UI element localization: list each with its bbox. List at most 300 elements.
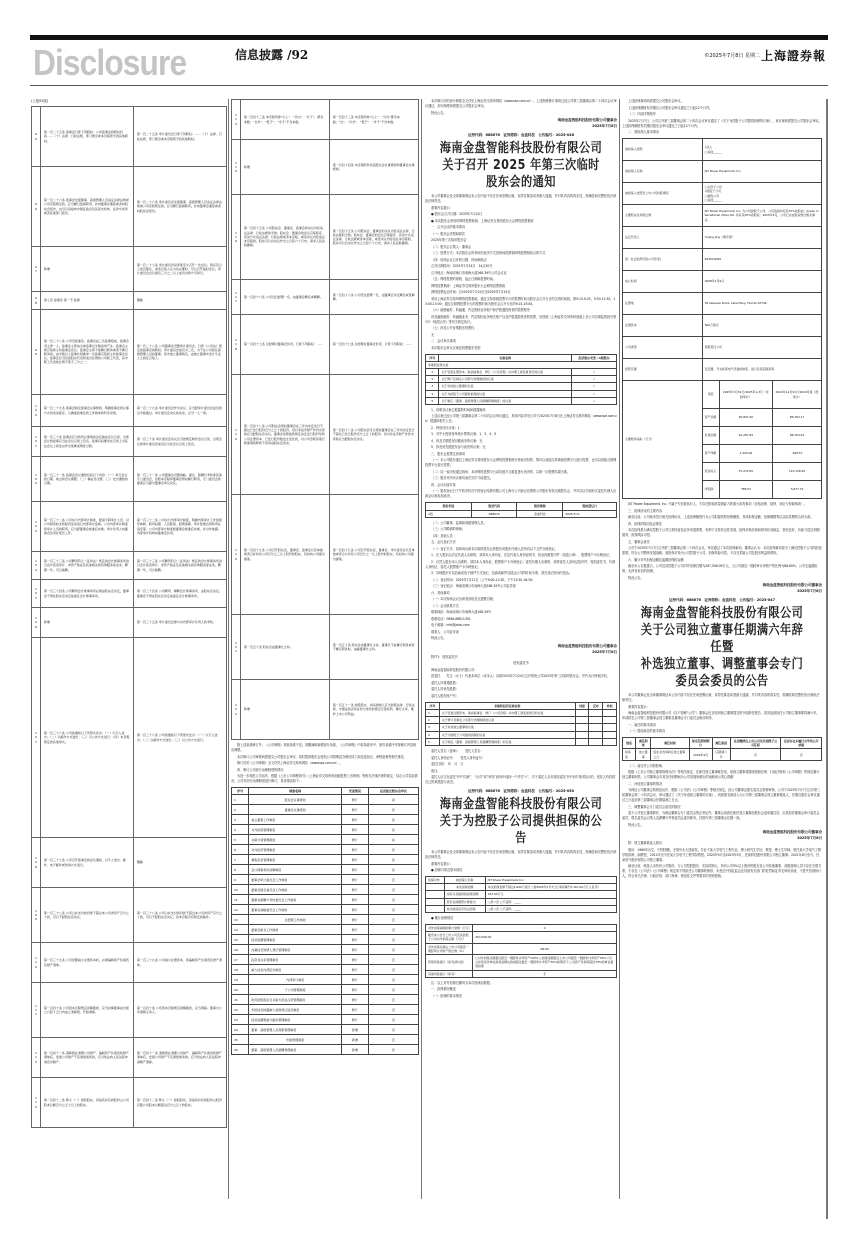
table-header-row [426, 503, 617, 510]
agenda-row [426, 397, 617, 404]
text-paragraph: 二、被担保人基本情况 [628, 130, 659, 134]
text-paragraph: （一）本次现场会议出席者食宿及交通费自理。 [431, 597, 496, 602]
table-cell: 信息披露管理制度 [249, 935, 342, 945]
rule-row [232, 865, 419, 875]
column-divider [421, 99, 422, 1199]
table-cell: 董事、高级管理人员薪酬管理制度 [249, 1045, 342, 1055]
signature-date: 2025年7月8日 [797, 589, 822, 593]
column-header: 股份类别 [426, 503, 472, 510]
metric-value: 86,764.49 [772, 427, 821, 445]
table-cell: 17 [232, 955, 249, 965]
metric-value: 1,420.06 [719, 445, 772, 463]
table-cell: □是 √否 □不适用：_____ [485, 898, 616, 905]
revised-text: 第一百四十三条 本章程所称“以上”、“以内”都含本数；“过”、“以外”、“低于”、“多于”不含本数。 [329, 100, 418, 140]
text-paragraph: 2025年第三次临时股东会 [431, 238, 467, 242]
article-number: 99 [32, 310, 41, 395]
table-cell: 杨某某 [623, 749, 636, 760]
column-header: 是否提交股东会审议 [368, 788, 418, 795]
original-text: 新增 [240, 140, 329, 195]
info-label: 主要股东及持股比例 [623, 205, 703, 227]
meeting-notice-body-3 [425, 521, 617, 642]
info-value: □全资子公司 √控股子公司 □参股公司 □其他______ [702, 183, 821, 205]
table-cell: 修订 [341, 875, 368, 885]
table-cell: 167.00万元 [485, 891, 616, 898]
agenda-number: 1 [426, 368, 439, 375]
table-cell: 修订 [341, 945, 368, 955]
text-paragraph: 为保证公司董事会的规范运作，根据《公司法》《公司章程》等相关规定，经公司董事会提名委员会资格审核，公司于2025年7月7日召开第三届董事会第二十四次会议，审议通过了《关于补选独立董事的议案》，同意提名候选人为公司第三届董事会独立董事候选人，任期自股东会审议通过之日起至第三届董事会任期届满之日止。 [622, 788, 821, 803]
guarantee-row [426, 905, 617, 912]
table-cell: 6 [232, 845, 249, 855]
title-line: 关于公司独立董事任期满六年辞任暨 [640, 623, 804, 655]
text-paragraph: 委托人应当在委托书中“同意”、“反对”或“弃权”意向中选择一个并打“√”，对于委托人在本授权委托书中未作具体指示的，受托人有权按自己的意愿进行表决。 [425, 775, 616, 785]
table-cell [603, 731, 617, 738]
text-paragraph: 重要内容提示： [431, 861, 453, 866]
comparison-row [32, 1038, 227, 1078]
info-row [623, 271, 822, 293]
table-cell [603, 724, 617, 731]
agenda-table [425, 354, 617, 405]
check-mark: √ [571, 397, 616, 404]
original-text: 第一百四十二条 释义（一）控股股东，是指其持有的股份占公司股本总额百分之五十以上的股东。 [40, 1078, 133, 1128]
announcement-meta: 证券代码：688676 证券简称：金盘科技 公告编号：2025-050 [468, 789, 574, 794]
text-paragraph: （一）股东会类型和届次 [431, 231, 465, 236]
rule-row [232, 845, 419, 855]
table-cell: 否 [368, 875, 418, 885]
table-cell: 重大信息内部报告制度 [249, 965, 342, 975]
text-paragraph: 三、担保协议的主要内容 [628, 508, 662, 513]
revised-text: 第一百三十一条 公司董事会设置战略、提名、薪酬与考核等其他专门委员会，依照本章程和董事会授权履行职责，专门委员会的提案应当提交董事会审议决定。 [133, 457, 226, 502]
column-header: 离任时间 [651, 738, 689, 749]
column-header: 同意 [575, 702, 589, 709]
text-paragraph: 网络投票起止时间：自2025年7月24日至2025年7月24日 [431, 290, 511, 294]
table-cell: 68.60 [473, 943, 617, 954]
text-paragraph: （五）网络投票的系统、起止日期和投票时间。 [431, 277, 496, 281]
column-header: 序号 [426, 354, 439, 361]
agenda-name: 关于修订及制定公司部分治理制度的议案 [439, 376, 571, 383]
text-paragraph: （一）登记方式：拟现场出席本次临时股东会的股东或股东代理人应持有以下文件办理登记。 [431, 546, 558, 551]
table-cell [575, 717, 589, 724]
table-cell [603, 738, 617, 745]
info-value: Yuqing Jing（靖宇清） [702, 227, 821, 249]
table-cell: A股 [426, 510, 472, 517]
text-paragraph: 2、特别决议议案：1 [431, 425, 460, 430]
table-header-row [426, 354, 617, 361]
revised-text: 第一百四十六条 公司设总经理一名，由董事会决定聘任或者解聘。 [329, 280, 418, 315]
comparison-row [32, 457, 227, 502]
text-paragraph: 简历：1969年出生，中国国籍，无境外永久居留权，毕业于某大学电气工程专业，博士研究生学历，教授、博士生导师。曾任某大学电气工程学院讲师、副教授，2012年至今任某大学电气工程学院教授。2020年5月至2023年5月，任某科技股份有限公司独立董事；2021年8月至今，任某电气股份有限公司独立董事。 [622, 847, 821, 862]
column-header: 投票股东类型 / A股股东 [571, 354, 616, 361]
text-paragraph: 截至目前，公司尚未签订相关担保协议，上述担保额度仅为公司拟提供的担保额度，具体担保金额、担保期限等以实际签署的合同为准。 [628, 515, 814, 519]
text-paragraph: 公司于2025年7月7日召开第三届董事会第二十四次会议，审议通过了本次担保事项。董事会认为：本次担保事项是为了满足控股子公司的经营需要，符合公司整体发展战略，被担保对象为公司控股子公司，担保风险可控，不存在损害公司及股东利益的情形。 [622, 546, 822, 555]
comparison-row [32, 107, 227, 167]
original-text: 第一百三十条 监事会应当将所议事项的决定做成会议记录，出席会议的监事应当在会议记录上签名。监事有权要求在记录上对其在会议上的发言作出某种说明性记载。 [40, 427, 133, 457]
table-cell: 募集资金管理制度 [249, 855, 342, 865]
comparison-row [32, 552, 227, 580]
original-text: 第一百三十九条 公司需要减少注册资本时，必须编制资产负债表及财产清单。 [40, 943, 133, 983]
table-cell [575, 738, 589, 745]
article-number: 118 [232, 315, 241, 375]
original-text: 第一百二十九条 监事会制定监事会议事规则，明确监事会的议事方式和表决程序，以确保监事会的工作效率和科学决策。 [40, 395, 133, 427]
text-paragraph: 本公司董事会及全体董事保证本公告内容不存在任何虚假记载、误导性陈述或者重大遗漏，并对其内容的真实性、准确性和完整性依法承担法律责任。 [622, 693, 820, 702]
table-cell: 23 [232, 1015, 249, 1025]
article-number: 112 [32, 1038, 41, 1078]
guarantee-continued [622, 99, 822, 135]
rule-row [232, 825, 419, 835]
metric-value: 788.53 [719, 481, 772, 499]
rule-row [232, 1045, 419, 1055]
text-paragraph: 上述担保事项尚需提交公司股东会审议。 [628, 99, 684, 103]
guarantee-row [426, 884, 617, 891]
text-paragraph: 海南金盘智能科技股份有限公司： [431, 667, 478, 672]
rule-row [232, 955, 419, 965]
info-label: 注册资本 [623, 315, 703, 337]
table-cell: 否 [368, 1005, 418, 1015]
article-number: 100 [32, 395, 41, 427]
newspaper-name: 上海證券報 [760, 49, 826, 63]
text-paragraph: 兹委托 先生（女士）代表本单位（或本人）出席2025年7月24日召开的贵公司2025年第三次临时股东会，并代为行使表决权。 [431, 674, 610, 679]
original-text: 新增 [240, 680, 329, 740]
original-text: 第一百五十条 股东会由董事长主持。 [240, 615, 329, 680]
proxy-title: 授权委托书 [513, 661, 529, 666]
table-cell: 2 [232, 805, 249, 815]
column-header: 股权登记日 [563, 503, 617, 510]
table-cell: 修订 [341, 975, 368, 985]
info-row [623, 315, 822, 337]
table-cell: 董事会审计委员会工作细则 [249, 875, 342, 885]
table-cell: 其他风险提示（如有） [426, 970, 473, 977]
text-paragraph: 1、说明各议案已披露的时间和披露媒体 [431, 407, 486, 412]
table-cell: 本次担保金额 [444, 884, 485, 891]
table-cell: 是 [368, 855, 418, 865]
table-cell: 修订 [341, 865, 368, 875]
table-cell: 否 [368, 1025, 418, 1035]
proxy-row [426, 717, 617, 724]
table-cell: 本次担保是否有反担保 [444, 905, 485, 912]
comparison-table-left [31, 106, 227, 1128]
table-cell: JST Power Equipment, Inc. [485, 877, 616, 884]
original-text: 第一百三十一条 监事会会议通知包括以下内容：（一）举行会议的日期、地点和会议期限；（二）事由及议题；（三）发出通知的日期。 [40, 457, 133, 502]
proxy-vote-table [425, 702, 617, 746]
proxy-body [425, 668, 617, 699]
table-cell [589, 724, 603, 731]
article-number: 106 [32, 608, 41, 638]
rule-row [232, 905, 419, 915]
column-header: 序号 [232, 788, 249, 795]
text-paragraph: ● 股东会召开日期：2025年7月24日 [431, 212, 483, 216]
original-text: 第一百二十八条 公司设监事会。监事会由三名监事组成，监事会设主席一人。监事会主席由全体监事过半数选举产生。监事会主席召集和主持监事会会议；监事会主席不能履行职务或者不履行职务的，由半数以上监事共同推举一名监事召集和主持监事会会议。监事会应当包括股东代表和适当比例的公司职工代表，其中职工代表的比例不低于三分之一。 [40, 310, 133, 395]
info-value: √法人 □其他______ [702, 139, 821, 161]
column-header: 非累积投票议案名称 [439, 702, 575, 709]
text-paragraph: 根据《上市公司独立董事管理办法》等相关规定，在新任独立董事就任前，原独立董事将继续按照法律、行政法规和《公司章程》的规定履行独立董事职责。公司董事会对其在任职期间为公司发展所做出的贡献表示衷心感谢！ [622, 770, 820, 780]
info-label: 主要财务指标（万元） [623, 381, 703, 499]
table-cell: 市值管理制度 [249, 1035, 342, 1045]
signature-date: 2025年7月8日 [592, 649, 617, 654]
table-cell: 修订 [341, 895, 368, 905]
metric-value: -368.57 [772, 445, 821, 463]
table-cell: 本次担保金额不超过1,000万美元（按2025年7月7日汇率折算约7,167.00万元人民币） [485, 884, 616, 891]
table-cell: 19 [232, 975, 249, 985]
text-paragraph: 网络投票系统：上海证券交易所股东大会网络投票系统 [431, 283, 506, 288]
table-cell: 是 [368, 865, 418, 875]
table-cell: 否 [368, 985, 418, 995]
article-number: 95 [32, 107, 41, 167]
group-label: 非累积投票议案 [426, 361, 617, 368]
rule-row [232, 925, 419, 935]
comparison-row [232, 100, 419, 140]
table-cell: 1 [232, 795, 249, 805]
proxy-footer [425, 749, 617, 785]
attachment-title: 附：独立董事候选人简历 [628, 841, 662, 846]
text-paragraph: 召开地点：海南省海口市南海大道168-39号公司会议室 [431, 270, 507, 275]
table-cell: 股东会选举新任独立董事之日 [651, 749, 689, 760]
table-cell: 修订 [341, 985, 368, 995]
rule-row [232, 895, 419, 905]
table-cell: 修订 [341, 995, 368, 1005]
table-cell: 修订 [341, 955, 368, 965]
table-cell: 无 [473, 970, 617, 977]
column-header: 姓名 [623, 738, 636, 749]
comparison-row [232, 375, 419, 495]
article-number: 116 [232, 195, 241, 280]
table-cell: 修订 [341, 825, 368, 835]
rule-row [232, 1005, 419, 1015]
table-cell [575, 731, 589, 738]
meeting-notice-body-2 [425, 408, 617, 500]
table-cell: 否 [368, 995, 418, 1005]
rule-row [232, 855, 419, 865]
text-paragraph: 三、股东会投票注意事项 [431, 451, 465, 456]
agenda-name: 关于制定《董事、高级管理人员薪酬管理制度》的议案 [439, 397, 571, 404]
text-paragraph: 注：以上对外担保总额均为本次担保前数据。 [431, 980, 493, 985]
table-cell: 否 [368, 925, 418, 935]
table-header-row [426, 702, 617, 709]
record-date-table [425, 502, 617, 517]
text-paragraph: 2025年7月7日，公司召开第三届董事会第二十四次会议审议通过了《关于为控股子公司提供担保的议案》，该议案尚需提交公司股东会审议。上述担保额度有效期自股东会审议通过之日起12个月内。 [622, 118, 822, 128]
director-notice-body-2 [622, 764, 822, 828]
revised-text: 删除 [133, 838, 226, 888]
text-paragraph: 六、累计对外担保金额及逾期担保的金额 [628, 557, 684, 562]
metric-value: 143,128.56 [772, 463, 821, 481]
table-cell: 否 [368, 955, 418, 965]
column-header: 离任职务 [635, 738, 650, 749]
rule-row [232, 885, 419, 895]
table-cell: 否 [368, 905, 418, 915]
article-number: 107 [32, 638, 41, 838]
article-number: 121 [232, 615, 241, 680]
column-header: 序号 [426, 702, 440, 709]
text-paragraph: （二）公司董事、监事和高级管理人员。 [431, 520, 487, 525]
info-label: 公司类型 [623, 337, 703, 359]
director-departure-table [622, 737, 822, 761]
table-cell: 是 [368, 795, 418, 805]
comparison-row [232, 315, 419, 375]
table-cell: 是 [368, 805, 418, 815]
article-number: 120 [232, 495, 241, 615]
article-number: 110 [32, 943, 41, 983]
info-row [623, 359, 822, 381]
comparison-row [232, 680, 419, 740]
text-paragraph: 无 [431, 332, 435, 337]
table-cell: 13 [232, 915, 249, 925]
comparison-row [32, 395, 227, 427]
closing-text: 特此公告。 [431, 110, 447, 115]
revised-text: 第一百四十一条 清算组在清理公司财产、编制资产负债表和财产清单后，发现公司财产不足清偿债务的，应当依法向人民法院申请破产清算。 [133, 1038, 226, 1078]
table-cell [589, 710, 603, 717]
table-cell: 修订 [341, 805, 368, 815]
comparison-table-middle [231, 99, 419, 740]
table-cell: 8 [232, 865, 249, 875]
text-paragraph: 二、补选独立董事的情况 [628, 781, 662, 786]
section-title: 信息披露 /92 [235, 48, 309, 62]
signature-date: 2025年7月8日 [592, 124, 617, 128]
info-row [623, 249, 822, 271]
table-cell: 25 [232, 1035, 249, 1045]
revised-text: 第一百三十五条 审计委员会参与对内部审计负责人的考核。 [133, 608, 226, 638]
info-value: JST Power Equipment, Inc. 为公司控股子公司，公司直接持有其70%的股权；Jinpan International (USA) Ltd. 持有其30%的股权；2025年4月，公司已完成股权转让相关事宜。 [702, 205, 821, 227]
article-number: 96 [32, 167, 41, 247]
revised-text: 第一百三十八条 公司合并支付的价款不超过本公司净资产百分之十的，可以不经股东会决议，但本章程另有规定的除外。 [133, 888, 226, 943]
revised-text: 第一百四十四条 本章程附件包括股东会议事规则和董事会议事规则。 [329, 140, 418, 195]
record-row [426, 510, 617, 517]
column-header: 变更情况 [341, 788, 368, 795]
original-text: 第一百四十五条 公司股东会、董事会、监事会的决议内容违反法律、行政法规的无效。股东会、董事会的会议召集程序、表决方式违反法律、行政法规或者本章程，或者决议内容违反本章程的，股东可以自决议作出之日起六十日内，请求人民法院撤销。 [240, 195, 329, 280]
table-cell: 特别风险提示（如有请勾选） [426, 955, 473, 971]
table-cell [426, 884, 445, 891]
article-number: 114 [232, 100, 241, 140]
info-value: 有限责任公司 [702, 337, 821, 359]
agenda-row [426, 383, 617, 390]
column-header: 反对 [589, 702, 603, 709]
info-value: 39 Seaview Drive, Lake Mary, Florida 32746 [702, 293, 821, 315]
table-cell: 5 [232, 835, 249, 845]
text-paragraph: 六、其他事项 [431, 590, 450, 595]
info-value: 500万美元 [702, 315, 821, 337]
article-number: 97 [32, 247, 41, 292]
text-paragraph: （三）登记地点：海南省海口市南海大道168-39号公司证券部 [431, 584, 516, 589]
comparison-row [32, 502, 227, 552]
table-cell: 0 [473, 925, 617, 932]
revised-text: 第一百二十九条 审计委员会作出决议，应当经审计委员会成员的过半数通过。审计委员会决议的表决，应当一人一票。 [133, 395, 226, 427]
info-row [623, 139, 822, 161]
table-cell [589, 738, 603, 745]
original-text: 第一百三十七条 公司召开监事会的会议通知，以专人送出、邮件、电子邮件或传真方式进行。 [40, 838, 133, 888]
info-label: 被担保人类型及上市公司持股情况 [623, 183, 703, 205]
revised-text: 第一百四十二条 释义（一）控股股东，是指其持有的股份占股份有限公司股本总额超过百分之五十的股东。 [133, 1078, 226, 1128]
article-number: 115 [232, 140, 241, 195]
text-paragraph: 鉴于公司独立董事辞任，为保证董事会专门委员会的正常运作，董事会同意在新任独立董事经股东会选举通过后，由其担任董事会审计委员会委员、提名委员会召集人及薪酬与考核委员会委员职务，任期与第三届董事会任期一致。 [622, 811, 820, 821]
table-cell: 内幕信息知情人登记管理制度 [249, 945, 342, 955]
text-paragraph: （一）本公司股东通过上海证券交易所股东大会网络投票系统行使表决权的，既可以登陆交易系统投票平台进行投票，也可以登陆互联网投票平台进行投票。 [425, 458, 617, 468]
article-number: 109 [32, 888, 41, 943]
guaranteed-party-info-table [622, 138, 822, 499]
metric-value: 91,287.84 [719, 427, 772, 445]
revised-text: 第一百三十四条 公司聘用、解聘会计师事务所，由股东会决定。董事会不得在股东会决定前委任会计师事务所。 [133, 580, 226, 608]
column-divider [826, 99, 828, 1219]
text-paragraph: 电子邮箱：info@jstdc.com [431, 623, 470, 628]
header-rule [30, 85, 828, 86]
metric-value: 86,393.17 [772, 409, 821, 427]
info-row [623, 337, 822, 359]
table-cell: 1 [426, 710, 440, 717]
disclosure-logo: Disclosure [33, 42, 187, 83]
original-text: 第一百三十八条 公司合并支付的价款不超过本公司净资产百分之十的，可以不经股东会决议。 [40, 888, 133, 943]
attachment-title: 附件1：授权委托书 [431, 654, 458, 659]
table-cell: 是 [368, 825, 418, 835]
text-paragraph: （六）融资融券、转融通、约定购回业务账户和沪股通投资者的投票程序 [431, 308, 530, 312]
guarantee-row [426, 898, 617, 905]
table-cell: 24 [232, 1025, 249, 1035]
text-paragraph: （四）现场会议召开的日期、时间和地点 [431, 257, 487, 262]
table-cell: 总经理工作细则 [249, 915, 342, 925]
table-cell: 26 [232, 1045, 249, 1055]
original-text: 第一百三十六条 公司的通知以下列形式发出：（一）以专人送出；（二）以邮件方式送出；（三）以公告方式进行；（四）本章程规定的其他形式。 [40, 638, 133, 838]
continued-caption: (上接91版) [31, 99, 49, 103]
table-cell: 修订 [341, 925, 368, 935]
comparison-row [32, 167, 227, 247]
text-paragraph: 一、离任的基本情况 [628, 722, 656, 727]
column-header: 离任原因 [712, 738, 730, 749]
table-cell: 修订 [341, 855, 368, 865]
announcement-title-guarantee [438, 796, 603, 847]
table-cell [603, 717, 617, 724]
title-line: 海南金盘智能科技股份有限公司 [439, 141, 603, 156]
column-divider [619, 99, 620, 1199]
revised-text: 删除 [133, 292, 226, 310]
proxy-row [426, 738, 617, 745]
article-number: 104 [32, 552, 41, 580]
table-cell: 董事会议事规则 [249, 805, 342, 815]
column-header: 项目 [702, 381, 719, 409]
column-notices [425, 99, 617, 1000]
table-cell: 修订 [341, 835, 368, 845]
text-paragraph: （二）同一表决权通过现场、本所网络投票平台或其他方式重复进行表决的，以第一次投票结果为准。 [431, 469, 570, 474]
group-row [426, 361, 617, 368]
original-text: 第一百四十三条 本章程所称“以上”、“以内”、“以下”，都含本数；“以外”、“低于”、“多于”不含本数。 [240, 100, 329, 140]
text-paragraph: 联系地址：海南省海口市南海大道168-39号 [431, 610, 492, 615]
table-cell: 关于为控股子公司提供担保的议案 [439, 731, 575, 738]
article-number: 111 [32, 983, 41, 1038]
rule-row [232, 995, 419, 1005]
info-label: 经营范围 [623, 359, 703, 381]
table-cell [426, 905, 445, 912]
table-cell: 对外担保管理制度 [249, 825, 342, 835]
info-row [623, 205, 822, 227]
metric-name: 负债总额 [702, 427, 719, 445]
table-cell: 12 [232, 905, 249, 915]
table-cell: 3 [426, 724, 440, 731]
section-heading: 四、修订公司部分治理制度的情况 [237, 767, 284, 772]
article-number: 101 [32, 427, 41, 457]
text-paragraph: 五、会议登记方法 [431, 540, 456, 545]
title-line: 海南金盘智能科技股份有限公司 [439, 797, 603, 813]
rule-row [232, 805, 419, 815]
table-cell: 修订 [341, 915, 368, 925]
text-paragraph: 截至本公告披露日，公司及其控股子公司对外担保总额为267,006.09万元，占公司最近一期经审计净资产的比例为68.60%；公司无逾期担保，无涉及诉讼的担保。 [622, 564, 818, 573]
text-paragraph: 二、会议审议事项 [431, 339, 456, 343]
column-right [622, 99, 822, 881]
revised-text: 第一百三十三条 公司聘用符合《证券法》规定的会计师事务所进行会计报表审计、净资产验证及其他相关的咨询服务等业务，聘期一年，可以续聘。 [133, 552, 226, 580]
table-cell: 修订 [341, 935, 368, 945]
table-cell: 14 [232, 925, 249, 935]
table-cell: 2 [426, 717, 440, 724]
text-paragraph: 2、自然人股东本人出席的，须持本人身份证、股票账户卡办理登记；委托代理人出席的，须持委托人身份证复印件、授权委托书、代理人身份证、委托人股票账户卡办理登记。 [425, 559, 616, 569]
text-paragraph: JST Power Equipment, Inc. 不属于失信被执行人，不存在影响其偿债能力的重大或有事项（包括担保、抵押、诉讼与仲裁事项）。 [628, 502, 807, 506]
comparison-row [32, 427, 227, 457]
column-middle-comparison [231, 99, 419, 1058]
text-paragraph: 委托日期： 年 月 日 [431, 762, 464, 767]
table-cell: 是 [368, 845, 418, 855]
text-paragraph: 4、涉及关联股东回避表决的议案：无 [431, 438, 483, 443]
